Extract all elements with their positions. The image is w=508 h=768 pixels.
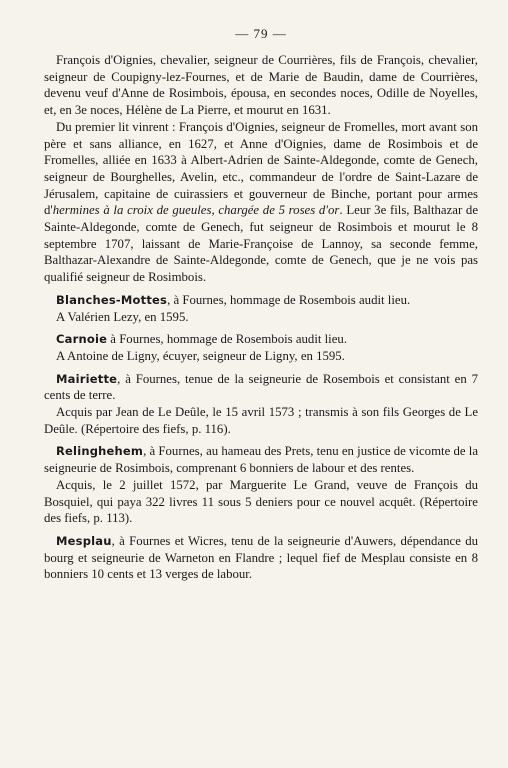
paragraph-oignies-lineage: François d'Oignies, chevalier, seigneur de Courrières, fils de François, chevalier, seigneur de Coupigny-lez-Fournes, et de Marie de Baudin, dame de Courrières, devenu veuf d'Anne de Rosimbois, épousa, en secondes noces, Odille de Noyelles, et, en 3e noces, Hélène de La Pierre, et mourut en 1631. (44, 53, 478, 118)
entry-acquisition: Acquis par Jean de Le Deûle, le 15 avril 1573 ; transmis à son fils Georges de Le Deûle. (Répertoire des fiefs, p. 116). (44, 405, 478, 436)
fief-name: Carnoie (56, 332, 108, 347)
entry-acquisition: Acquis, le 2 juillet 1572, par Marguerite Le Grand, veuve de François du Bosquiel, qui paya 322 livres 11 sous 5 deniers pour ce nouvel acquêt. (Répertoire des fiefs, p. 113). (44, 477, 478, 526)
fief-name: Mairiette (56, 371, 118, 386)
page-number: — 79 — (235, 26, 287, 41)
entry-relinghehem: Relinghehem, à Fournes, au hameau des Prets, tenu en justice de vicomte de la seigneurie de Rosimbois, comprenant 6 bonniers de labour et des rentes. (44, 444, 478, 476)
fief-name: Relinghehem (56, 444, 144, 459)
entry-mesplau: Mesplau, à Fournes et Wicres, tenu de la seigneurie d'Auwers, dépendance du bourg et seigneurie de Warneton en Flandre ; lequel fief de Mesplau consiste en 8 bonniers 10 cents et 13 verges de labour. (44, 533, 478, 582)
fief-name: Blanches-Mottes (56, 292, 168, 307)
fief-name: Mesplau (56, 533, 112, 548)
entry-holder: A Antoine de Ligny, écuyer, seigneur de Ligny, en 1595. (56, 348, 345, 363)
armorial-blazon: hermines à la croix de gueules, chargée de 5 roses d'or (52, 203, 340, 218)
entry-carnoie: Carnoie à Fournes, hommage de Rosembois audit lieu. (56, 332, 348, 347)
entry-holder: A Valérien Lezy, en 1595. (56, 309, 189, 324)
paragraph-premier-lit: Du premier lit vinrent : François d'Oignies, seigneur de Fromelles, mort avant son père et sans alliance, en 1627, et Anne d'Oignies, dame de Rosimbois et de Fromelles, alliée en 1633 à Albert-Adrien de Sainte-Aldegonde, comte de Genech, seigneur de Bourghelles, Avelin, etc., commandeur de l'ordre de Saint-Lazare de Jérusalem, capitaine de cuirassiers et gouverneur de Binche, portant pour armes d'hermines à la croix de gueules, chargée de 5 roses d'or. Leur 3e fils, Balthazar de Sainte-Aldegonde, comte de Genech, fut seigneur de Rosimbois et mourut le 8 septembre 1707, laissant de Marie-Françoise de Lannoy, sa seconde femme, Balthazar-Alexandre de Sainte-Aldegonde, comte de Genech, que je ne vois pas qualifié seigneur de Rosimbois. (44, 119, 478, 285)
entry-blanches-mottes: Blanches-Mottes, à Fournes, hommage de Rosembois audit lieu. (56, 292, 411, 307)
entry-mairiette: Mairiette, à Fournes, tenue de la seigneurie de Rosembois et consistant en 7 cents de terre. (44, 371, 478, 403)
